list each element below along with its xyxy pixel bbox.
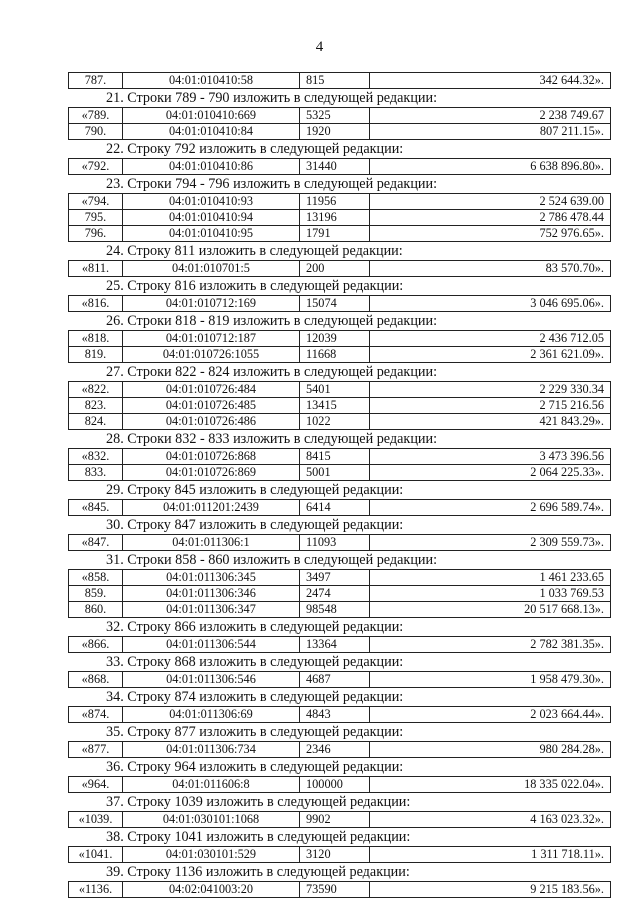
amendment-block (68, 516, 610, 551)
table-row (69, 296, 611, 312)
amendment-table (68, 158, 611, 175)
row-number-cell: 790. (69, 124, 123, 140)
amendment-block (68, 430, 610, 481)
row-number-cell: 787. (69, 73, 123, 89)
amendment-table (68, 741, 611, 758)
table-row (69, 331, 611, 347)
area-cell: 13364 (300, 637, 370, 653)
amendment-table (68, 776, 611, 793)
area-cell: 815 (300, 73, 370, 89)
cadastral-number-cell: 04:01:010410:86 (123, 159, 300, 175)
cadastral-number-cell: 04:01:010712:187 (123, 331, 300, 347)
area-cell: 1791 (300, 226, 370, 242)
amendment-heading: 26. Строки 818 - 819 изложить в следующей редакции: (106, 313, 438, 329)
cadastral-number-cell: 04:01:011306:544 (123, 637, 300, 653)
value-cell: 3 473 396.56 (370, 449, 611, 465)
area-cell: 9902 (300, 812, 370, 828)
cadastral-number-cell: 04:01:011306:546 (123, 672, 300, 688)
row-number-cell: «845. (69, 500, 123, 516)
amendment-table (68, 448, 611, 481)
amendment-heading: 36. Строку 964 изложить в следующей редакции: (106, 759, 404, 775)
amendment-table (68, 72, 611, 89)
cadastral-number-cell: 04:02:041003:20 (123, 882, 300, 898)
amendment-table (68, 636, 611, 653)
table-row (69, 398, 611, 414)
row-number-cell: 833. (69, 465, 123, 481)
row-number-cell: «822. (69, 382, 123, 398)
table-row (69, 742, 611, 758)
cadastral-number-cell: 04:01:011306:1 (123, 535, 300, 551)
value-cell: 9 215 183.56». (370, 882, 611, 898)
value-cell: 2 238 749.67 (370, 108, 611, 124)
cadastral-number-cell: 04:01:010410:84 (123, 124, 300, 140)
value-cell: 2 229 330.34 (370, 382, 611, 398)
amendment-block (68, 758, 610, 793)
amendment-table (68, 381, 611, 430)
table-row (69, 382, 611, 398)
amendment-table (68, 534, 611, 551)
cadastral-number-cell: 04:01:010410:669 (123, 108, 300, 124)
table-row (69, 535, 611, 551)
table-row (69, 602, 611, 618)
value-cell: 807 211.15». (370, 124, 611, 140)
table-row (69, 124, 611, 140)
cadastral-number-cell: 04:01:010726:484 (123, 382, 300, 398)
row-number-cell: «794. (69, 194, 123, 210)
area-cell: 4843 (300, 707, 370, 723)
amendment-table (68, 881, 611, 898)
table-row (69, 159, 611, 175)
value-cell: 2 023 664.44». (370, 707, 611, 723)
amendment-table (68, 499, 611, 516)
row-number-cell: «868. (69, 672, 123, 688)
table-row (69, 847, 611, 863)
value-cell: 1 958 479.30». (370, 672, 611, 688)
amendment-heading: 22. Строку 792 изложить в следующей редакции: (106, 141, 404, 157)
area-cell: 13196 (300, 210, 370, 226)
value-cell: 2 309 559.73». (370, 535, 611, 551)
area-cell: 2474 (300, 586, 370, 602)
amendment-block (68, 363, 610, 430)
row-number-cell: «832. (69, 449, 123, 465)
table-row (69, 672, 611, 688)
amendment-block (68, 242, 610, 277)
value-cell: 2 696 589.74». (370, 500, 611, 516)
area-cell: 200 (300, 261, 370, 277)
amendment-heading: 23. Строки 794 - 796 изложить в следующей редакции: (106, 176, 438, 192)
area-cell: 1022 (300, 414, 370, 430)
cadastral-number-cell: 04:01:011306:347 (123, 602, 300, 618)
row-number-cell: 819. (69, 347, 123, 363)
table-row (69, 414, 611, 430)
area-cell: 3497 (300, 570, 370, 586)
cadastral-number-cell: 04:01:010701:5 (123, 261, 300, 277)
table-row (69, 882, 611, 898)
amendment-block (68, 688, 610, 723)
cadastral-number-cell: 04:01:010410:93 (123, 194, 300, 210)
row-number-cell: «858. (69, 570, 123, 586)
amendment-table (68, 671, 611, 688)
row-number-cell: «789. (69, 108, 123, 124)
value-cell: 1 033 769.53 (370, 586, 611, 602)
row-number-cell: «1041. (69, 847, 123, 863)
value-cell: 752 976.65». (370, 226, 611, 242)
amendment-table (68, 846, 611, 863)
amendment-heading: 27. Строки 822 - 824 изложить в следующей редакции: (106, 364, 438, 380)
area-cell: 11668 (300, 347, 370, 363)
table-row (69, 465, 611, 481)
value-cell: 980 284.28». (370, 742, 611, 758)
amendment-heading: 39. Строку 1136 изложить в следующей редакции: (106, 864, 410, 880)
amendment-heading: 29. Строку 845 изложить в следующей редакции: (106, 482, 404, 498)
value-cell: 2 436 712.05 (370, 331, 611, 347)
area-cell: 11956 (300, 194, 370, 210)
amendment-block (68, 481, 610, 516)
cadastral-number-cell: 04:01:010726:1055 (123, 347, 300, 363)
cadastral-number-cell: 04:01:011606:8 (123, 777, 300, 793)
row-number-cell: 823. (69, 398, 123, 414)
value-cell: 2 064 225.33». (370, 465, 611, 481)
value-cell: 18 335 022.04». (370, 777, 611, 793)
amendment-block (68, 653, 610, 688)
area-cell: 98548 (300, 602, 370, 618)
cadastral-number-cell: 04:01:030101:529 (123, 847, 300, 863)
amendment-block (68, 723, 610, 758)
amendment-block (68, 828, 610, 863)
table-row (69, 812, 611, 828)
cadastral-number-cell: 04:01:011306:345 (123, 570, 300, 586)
row-number-cell: 796. (69, 226, 123, 242)
area-cell: 13415 (300, 398, 370, 414)
table-row (69, 226, 611, 242)
amendment-heading: 25. Строку 816 изложить в следующей редакции: (106, 278, 404, 294)
cadastral-number-cell: 04:01:011306:69 (123, 707, 300, 723)
table-row (69, 210, 611, 226)
table-row (69, 194, 611, 210)
table-row (69, 586, 611, 602)
amendment-block (68, 140, 610, 175)
area-cell: 4687 (300, 672, 370, 688)
value-cell: 6 638 896.80». (370, 159, 611, 175)
cadastral-number-cell: 04:01:011306:734 (123, 742, 300, 758)
row-number-cell: «866. (69, 637, 123, 653)
amendment-table (68, 295, 611, 312)
value-cell: 1 461 233.65 (370, 570, 611, 586)
cadastral-number-cell: 04:01:010410:58 (123, 73, 300, 89)
row-number-cell: «1136. (69, 882, 123, 898)
area-cell: 5001 (300, 465, 370, 481)
cadastral-number-cell: 04:01:010726:869 (123, 465, 300, 481)
amendment-heading: 37. Строку 1039 изложить в следующей редакции: (106, 794, 411, 810)
table-row (69, 347, 611, 363)
row-number-cell: «847. (69, 535, 123, 551)
amendment-table (68, 330, 611, 363)
amendment-block (68, 89, 610, 140)
table-row (69, 707, 611, 723)
area-cell: 11093 (300, 535, 370, 551)
cadastral-number-cell: 04:01:011306:346 (123, 586, 300, 602)
row-number-cell: «816. (69, 296, 123, 312)
row-number-cell: «1039. (69, 812, 123, 828)
amendment-heading: 24. Строку 811 изложить в следующей редакции: (106, 243, 403, 259)
amendment-heading: 38. Строку 1041 изложить в следующей редакции: (106, 829, 411, 845)
cadastral-number-cell: 04:01:010410:94 (123, 210, 300, 226)
table-row (69, 500, 611, 516)
table-row (69, 73, 611, 89)
value-cell: 342 644.32». (370, 73, 611, 89)
area-cell: 5401 (300, 382, 370, 398)
amendment-block (68, 863, 610, 898)
area-cell: 73590 (300, 882, 370, 898)
row-number-cell: «874. (69, 707, 123, 723)
cadastral-number-cell: 04:01:010712:169 (123, 296, 300, 312)
cadastral-number-cell: 04:01:010410:95 (123, 226, 300, 242)
area-cell: 31440 (300, 159, 370, 175)
area-cell: 6414 (300, 500, 370, 516)
value-cell: 83 570.70». (370, 261, 611, 277)
area-cell: 12039 (300, 331, 370, 347)
amendment-table (68, 260, 611, 277)
amendment-table (68, 569, 611, 618)
area-cell: 5325 (300, 108, 370, 124)
area-cell: 2346 (300, 742, 370, 758)
table-row (69, 570, 611, 586)
row-number-cell: 859. (69, 586, 123, 602)
amendment-table (68, 811, 611, 828)
cadastral-number-cell: 04:01:011201:2439 (123, 500, 300, 516)
amendment-heading: 34. Строку 874 изложить в следующей редакции: (106, 689, 404, 705)
amendment-heading: 32. Строку 866 изложить в следующей редакции: (106, 619, 404, 635)
table-row (69, 449, 611, 465)
amendment-table (68, 193, 611, 242)
amendment-table (68, 107, 611, 140)
row-number-cell: 824. (69, 414, 123, 430)
cadastral-number-cell: 04:01:010726:486 (123, 414, 300, 430)
amendment-block (68, 551, 610, 618)
amendment-block (68, 277, 610, 312)
area-cell: 100000 (300, 777, 370, 793)
table-row (69, 777, 611, 793)
area-cell: 3120 (300, 847, 370, 863)
value-cell: 2 786 478.44 (370, 210, 611, 226)
value-cell: 2 715 216.56 (370, 398, 611, 414)
page-number: 4 (315, 39, 324, 55)
cadastral-number-cell: 04:01:030101:1068 (123, 812, 300, 828)
value-cell: 3 046 695.06». (370, 296, 611, 312)
table-row (69, 108, 611, 124)
amendment-heading: 35. Строку 877 изложить в следующей редакции: (106, 724, 404, 740)
row-number-cell: 860. (69, 602, 123, 618)
value-cell: 4 163 023.32». (370, 812, 611, 828)
amendment-block (68, 175, 610, 242)
area-cell: 15074 (300, 296, 370, 312)
table-row (69, 637, 611, 653)
value-cell: 2 524 639.00 (370, 194, 611, 210)
area-cell: 1920 (300, 124, 370, 140)
amendment-block (68, 72, 610, 89)
value-cell: 20 517 668.13». (370, 602, 611, 618)
amendment-heading: 33. Строку 868 изложить в следующей редакции: (106, 654, 404, 670)
area-cell: 8415 (300, 449, 370, 465)
amendments-document (68, 72, 610, 898)
value-cell: 1 311 718.11». (370, 847, 611, 863)
cadastral-number-cell: 04:01:010726:485 (123, 398, 300, 414)
amendment-block (68, 793, 610, 828)
amendment-heading: 28. Строки 832 - 833 изложить в следующей редакции: (106, 431, 438, 447)
table-row (69, 261, 611, 277)
amendment-block (68, 312, 610, 363)
value-cell: 421 843.29». (370, 414, 611, 430)
value-cell: 2 361 621.09». (370, 347, 611, 363)
amendment-block (68, 618, 610, 653)
amendment-heading: 31. Строки 858 - 860 изложить в следующей редакции: (106, 552, 438, 568)
row-number-cell: «964. (69, 777, 123, 793)
amendment-table (68, 706, 611, 723)
row-number-cell: «792. (69, 159, 123, 175)
value-cell: 2 782 381.35». (370, 637, 611, 653)
row-number-cell: «811. (69, 261, 123, 277)
row-number-cell: 795. (69, 210, 123, 226)
cadastral-number-cell: 04:01:010726:868 (123, 449, 300, 465)
row-number-cell: «818. (69, 331, 123, 347)
amendment-heading: 30. Строку 847 изложить в следующей редакции: (106, 517, 404, 533)
amendment-heading: 21. Строки 789 - 790 изложить в следующей редакции: (106, 90, 438, 106)
row-number-cell: «877. (69, 742, 123, 758)
